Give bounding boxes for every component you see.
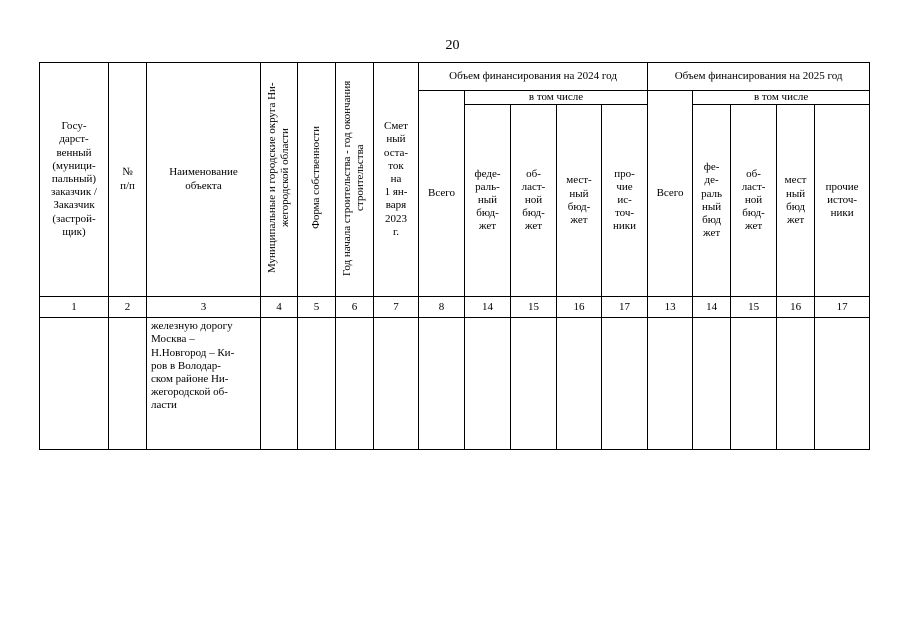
header-local-2025: мест ный бюд жет <box>777 105 815 297</box>
column-number: 14 <box>465 297 511 318</box>
cell-local-2025 <box>777 318 815 450</box>
header-total-2024: Всего <box>419 91 465 297</box>
header-ownership: Форма собственности <box>298 63 336 297</box>
cell-estimate-balance <box>374 318 419 450</box>
header-customer: Госу- дарст- венный (муници- пальный) заказчик / Заказчик (застрой- щик) <box>40 63 109 297</box>
cell-customer <box>40 318 109 450</box>
header-regional-2024: об- ласт- ной бюд- жет <box>511 105 557 297</box>
header-construction-years: Год начала строительства - год окончания строительства <box>336 63 374 297</box>
column-number: 13 <box>648 297 693 318</box>
header-other-2025: прочие источ- ники <box>815 105 870 297</box>
table-row <box>40 318 870 450</box>
header-federal-2024: федe- раль- ный бюд- жет <box>465 105 511 297</box>
column-number: 15 <box>731 297 777 318</box>
header-estimate-balance: Смет ный оста- ток на 1 ян- варя 2023 г. <box>374 63 419 297</box>
column-number: 15 <box>511 297 557 318</box>
cell-object-name: железную дорогу Москва – Н.Новгород – Ки- ров в Володар- ском районе Ни- жегородской об- ласти <box>147 318 261 450</box>
column-number: 2 <box>109 297 147 318</box>
column-number: 1 <box>40 297 109 318</box>
cell-federal-2024 <box>465 318 511 450</box>
column-number: 6 <box>336 297 374 318</box>
cell-total-2024 <box>419 318 465 450</box>
cell-other-2024 <box>602 318 648 450</box>
column-number: 16 <box>557 297 602 318</box>
header-including-2024: в том числе <box>465 91 648 105</box>
cell-municipality <box>261 318 298 450</box>
cell-federal-2025 <box>693 318 731 450</box>
column-number: 4 <box>261 297 298 318</box>
cell-other-2025 <box>815 318 870 450</box>
header-financing-2025: Объем финансирования на 2025 год <box>648 63 870 91</box>
header-regional-2025: об- ласт- ной бюд- жет <box>731 105 777 297</box>
column-number: 7 <box>374 297 419 318</box>
column-number: 8 <box>419 297 465 318</box>
header-including-2025: в том числе <box>693 91 870 105</box>
column-number: 17 <box>602 297 648 318</box>
cell-regional-2025 <box>731 318 777 450</box>
header-local-2024: мест- ный бюд- жет <box>557 105 602 297</box>
header-federal-2025: фе- де- раль ный бюд жет <box>693 105 731 297</box>
financing-table <box>39 62 870 450</box>
header-other-2024: про- чие ис- точ- ники <box>602 105 648 297</box>
cell-row-number <box>109 318 147 450</box>
header-object-name: Наименование объекта <box>147 63 261 297</box>
cell-regional-2024 <box>511 318 557 450</box>
cell-total-2025 <box>648 318 693 450</box>
column-number: 5 <box>298 297 336 318</box>
header-total-2025: Всего <box>648 91 693 297</box>
cell-ownership <box>298 318 336 450</box>
header-municipalities: Муниципальные и городские округа Ни-жегородской области <box>261 63 298 297</box>
column-number: 3 <box>147 297 261 318</box>
header-financing-2024: Объем финансирования на 2024 год <box>419 63 648 91</box>
column-number: 14 <box>693 297 731 318</box>
column-number: 17 <box>815 297 870 318</box>
column-number: 16 <box>777 297 815 318</box>
page-number: 20 <box>445 38 460 53</box>
cell-local-2024 <box>557 318 602 450</box>
header-row-number: № п/п <box>109 63 147 297</box>
cell-construction-years <box>336 318 374 450</box>
column-number-row <box>40 297 870 318</box>
